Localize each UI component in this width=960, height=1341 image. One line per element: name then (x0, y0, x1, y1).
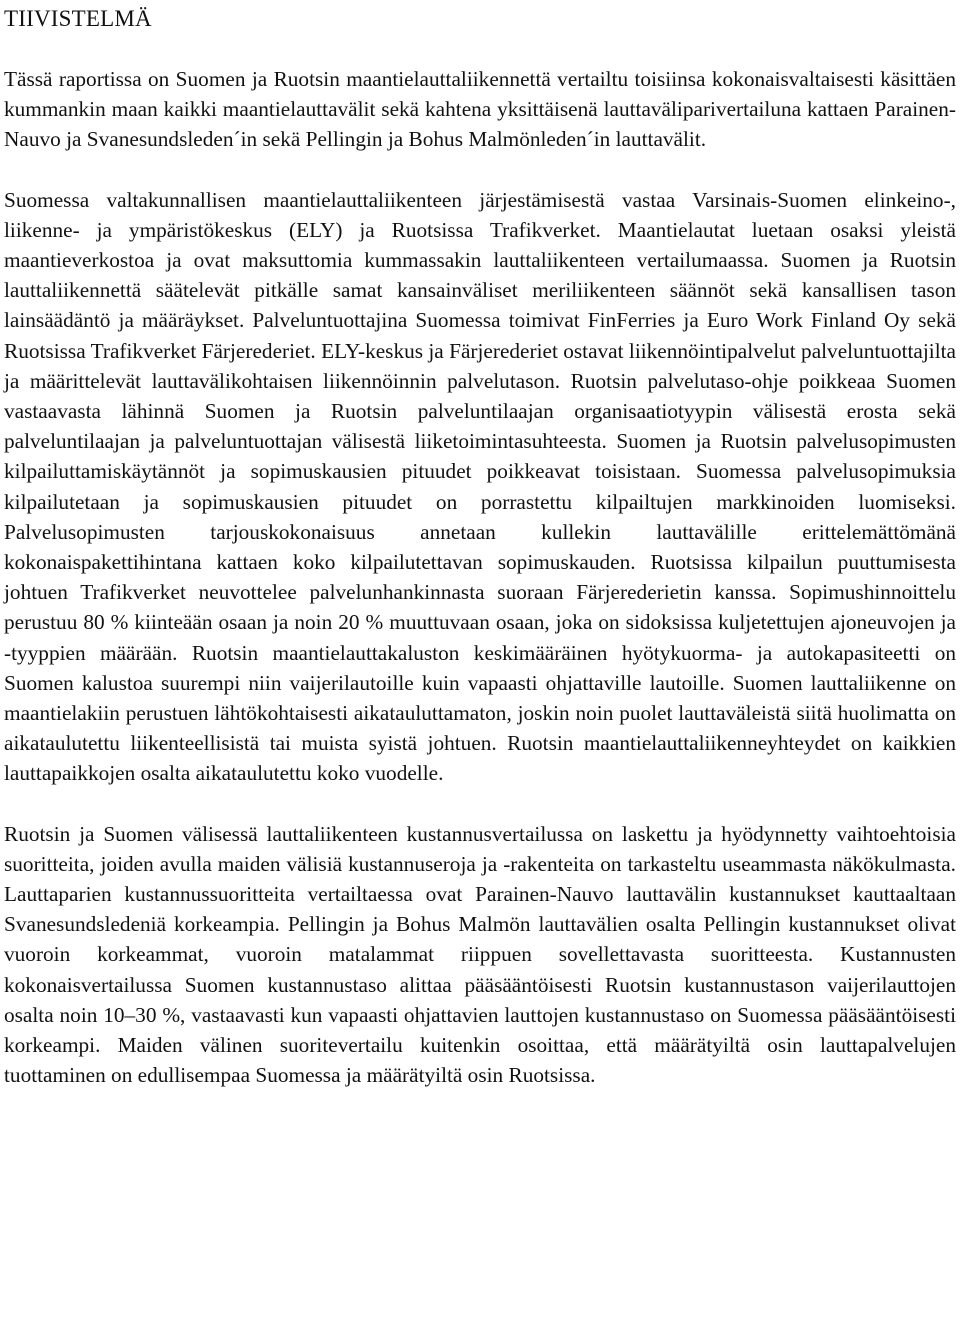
page-title: TIIVISTELMÄ (4, 6, 152, 31)
paragraph-cost-comparison: Ruotsin ja Suomen välisessä lauttaliikenteen kustannusvertailussa on laskettu ja hyödynnetty vaihtoehtoisia suoritteita, joiden avulla maiden välisiä kustannuseroja ja -rakenteita on tarkasteltu useammasta näkökulmasta. Lauttaparien kustannussuoritteita vertailtaessa ovat Parainen-Nauvo lauttavälin kustannukset kauttaaltaan Svanesundsledeniä korkeampia. Pellingin ja Bohus Malmön lauttavälien osalta Pellingin kustannukset olivat vuoroin korkeammat, vuoroin matalammat riippuen sovellettavasta suoritteesta. Kustannusten kokonaisvertailussa Suomen kustannustaso alittaa pääsääntöisesti Ruotsin kustannustason vaijerilauttojen osalta noin 10–30 %, vastaavasti kun vapaasti ohjattavien lauttojen kustannustaso on Suomessa pääsääntöisesti korkeampi. Maiden välinen suoritevertailu kuitenkin osoittaa, että määrätyiltä osin lauttapalvelujen tuottaminen on edullisempaa Suomessa ja määrätyiltä osin Ruotsissa. (4, 821, 956, 1088)
paragraph-organization: Suomessa valtakunnallisen maantielauttaliikenteen järjestämisestä vastaa Varsinais-Suomen elinkeino-, liikenne- ja ympäristökeskus (ELY) ja Ruotsissa Trafikverket. Maantielautat luetaan osaksi yleistä maantieverkostoa ja ovat maksuttomia kummassakin lauttaliikenteen vertailumaassa. Suomen ja Ruotsin lauttaliikennettä säätelevät pitkälle samat kansainväliset meriliikenteen säännöt sekä kansallisen tason lainsäädäntö ja määräykset. Palveluntuottajina Suomessa toimivat FinFerries ja Euro Work Finland Oy sekä Ruotsissa Trafikverket Färjerederiet. ELY-keskus ja Färjerederiet ostavat liikennöintipalvelut palveluntuottajilta ja määrittelevät lauttavälikohtaisen liikennöinnin palvelutason. Ruotsin palvelutaso-ohje poikkeaa Suomen vastaavasta lähinnä Suomen ja Ruotsin palveluntilaajan organisaatiotyypin välisestä erosta sekä palveluntilaajan ja palveluntuottajan välisestä liiketoimintasuhteesta. Suomen ja Ruotsin palvelusopimusten kilpailuttamiskäytännöt ja sopimuskausien pituudet poikkeavat toisistaan. Suomessa palvelusopimuksia kilpailutetaan ja sopimuskausien pituudet on porrastettu kilpailtujen markkinoiden luomiseksi. Palvelusopimusten tarjouskokonaisuus annetaan kullekin lauttavälille erittelemättömänä kokonaispakettihintana kattaen koko kilpailutettavan sopimuskauden. Ruotsissa kilpailun puuttumisesta johtuen Trafikverket neuvottelee palvelunhankinnasta suoraan Färjerederietin kanssa. Sopimushinnoittelu perustuu 80 % kiinteään osaan ja noin 20 % muuttuvaan osaan, joka on sidoksissa kuljetettujen ajoneuvojen ja -tyyppien määrään. Ruotsin maantielauttakaluston keskimääräinen hyötykuorma- ja autokapasiteetti on Suomen kalustoa suurempi niin vaijerilautoille kuin vapaasti ohjattaville lautoille. Suomen lauttaliikenne on maantielakiin perustuen lähtökohtaisesti aikatauluttamaton, joskin noin puolet lauttaväleistä siitä huolimatta on aikataulutettu liikenteellisistä tai muista syistä johtuen. Ruotsin maantielauttaliikenneyhteydet on kaikkien lauttapaikkojen osalta aikataulutettu koko vuodelle. (4, 187, 956, 786)
document-page (4, 0, 956, 1091)
paragraph-intro: Tässä raportissa on Suomen ja Ruotsin maantielauttaliikennettä vertailtu toisiinsa kokonaisvaltaisesti käsittäen kummankin maan kaikki maantielauttavälit sekä kahtena yksittäisenä lauttaväliparivertailuna kattaen Parainen-Nauvo ja Svanesundsleden´in sekä Pellingin ja Bohus Malmönleden´in lauttavälit. (4, 67, 956, 152)
